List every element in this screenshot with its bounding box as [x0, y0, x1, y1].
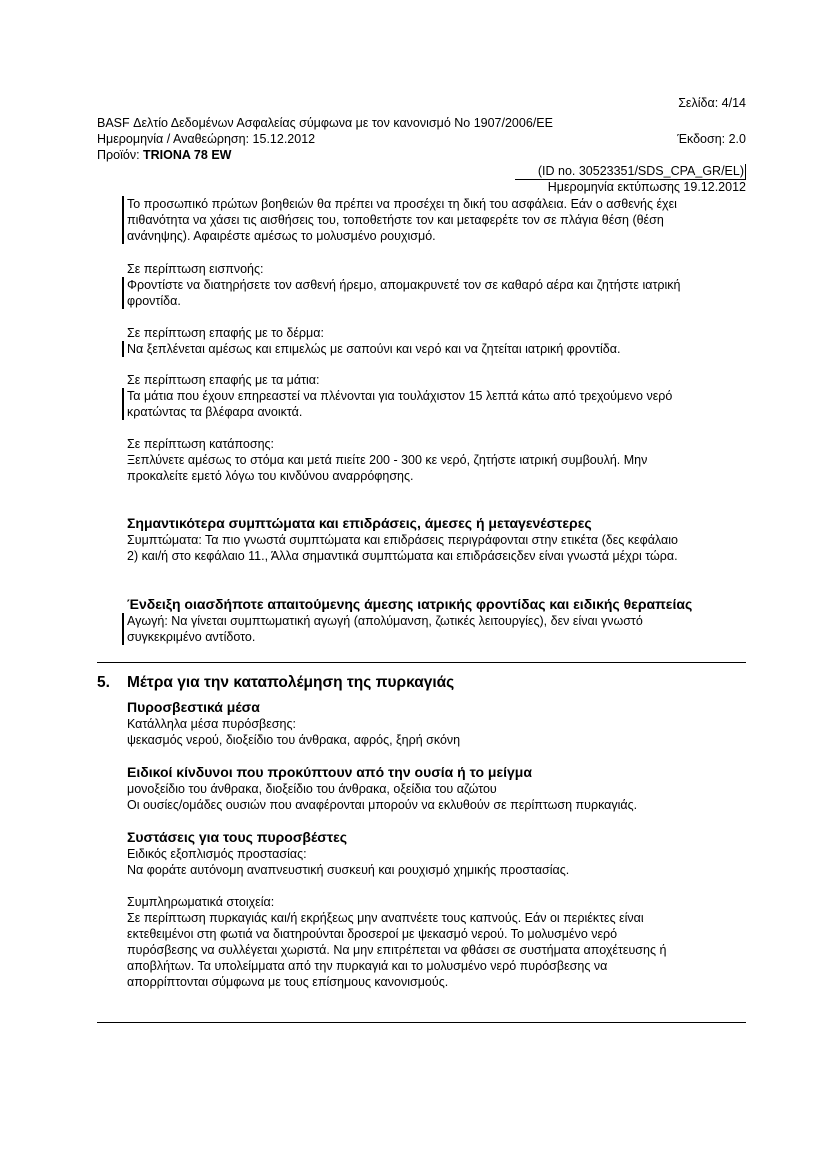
symptoms-heading: Σημαντικότερα συμπτώματα και επιδράσεις, άμεσες ή μεταγενέστερες	[127, 515, 592, 531]
medical-text: Αγωγή: Να γίνεται συμπτωματική αγωγή (απολύμανση, ζωτικές λειτουργίες), δεν είναι γνωστό	[127, 614, 643, 628]
change-bar	[122, 196, 124, 244]
document-title: BASF Δελτίο Δεδομένων Ασφαλείας σύμφωνα με τον κανονισμό Νο 1907/2006/ΕΕ	[97, 116, 553, 130]
medical-text: συγκεκριμένο αντίδοτο.	[127, 630, 256, 644]
id-box	[515, 164, 746, 180]
symptoms-text: 2) και/ή στο κεφάλαιο 11., Άλλα σημαντικά συμπτώματα και επιδράσειςδεν είναι γνωστά μέχρι τώρα.	[127, 549, 678, 563]
symptoms-text: Συμπτώματα: Τα πιο γνωστά συμπτώματα και επιδράσεις περιγράφονται στην ετικέτα (δες κεφάλαιο	[127, 533, 678, 547]
id-number: (ID no. 30523351/SDS_CPA_GR/EL)	[537, 164, 744, 178]
eyes-label: Σε περίπτωση επαφής με τα μάτια:	[127, 373, 320, 387]
page-number: Σελίδα: 4/14	[678, 96, 746, 110]
extra-text: εκτεθειμένοι στη φωτιά να διατηρούνται δροσεροί με ψεκασμό νερού. Το μολυσμένο νερό	[127, 927, 618, 941]
revision-date: Ημερομηνία / Αναθεώρηση: 15.12.2012	[97, 132, 316, 146]
product-name: TRIONA 78 EW	[143, 148, 232, 162]
product-line	[97, 148, 231, 162]
extra-text: πυρόσβεσης να συλλέγεται χωριστά. Να μην επιτρέπεται να φθάσει σε συστήματα αποχέτευσης ή	[127, 943, 667, 957]
section-divider	[97, 1022, 746, 1023]
skin-label: Σε περίπτωση επαφής με το δέρμα:	[127, 326, 324, 340]
change-bar	[122, 277, 124, 309]
print-date: Ημερομηνία εκτύπωσης 19.12.2012	[547, 180, 746, 194]
hazards-text: μονοξείδιο του άνθρακα, διοξείδιο του άνθρακα, οξείδια του αζώτου	[127, 782, 497, 796]
advice-text: Να φοράτε αυτόνομη αναπνευστική συσκευή και ρουχισμό χημικής προστασίας.	[127, 863, 570, 877]
skin-text: Να ξεπλένεται αμέσως και επιμελώς με σαπούνι και νερό και να ζητείται ιατρική φροντίδα.	[127, 342, 621, 356]
first-aid-intro-line: Το προσωπικό πρώτων βοηθειών θα πρέπει να προσέχει τη δική του ασφάλεια. Εάν ο ασθενής έχει	[127, 197, 677, 211]
first-aid-intro-line: ανάνηψης). Αφαιρέστε αμέσως το μολυσμένο ρουχισμό.	[127, 229, 436, 243]
eyes-text: κρατώντας τα βλέφαρα ανοικτά.	[127, 405, 303, 419]
section-divider	[97, 662, 746, 663]
media-heading: Πυροσβεστικά μέσα	[127, 699, 260, 715]
hazards-text: Οι ουσίες/ομάδες ουσιών που αναφέρονται μπορούν να εκλυθούν σε περίπτωση πυρκαγιάς.	[127, 798, 638, 812]
ingestion-text: προκαλείτε εμετό λόγω του κινδύνου αναρρόφησης.	[127, 469, 414, 483]
extra-label: Συμπληρωματικά στοιχεία:	[127, 895, 275, 909]
inhalation-text: φροντίδα.	[127, 294, 181, 308]
ingestion-text: Ξεπλύνετε αμέσως το στόμα και μετά πιείτε 200 - 300 κε νερό, ζητήστε ιατρική συμβουλή. Μην	[127, 453, 648, 467]
extra-text: Σε περίπτωση πυρκαγιάς και/ή εκρήξεως μην αναπνέετε τους καπνούς. Εάν οι περιέκτες είναι	[127, 911, 644, 925]
change-bar	[122, 613, 124, 645]
version: Έκδοση: 2.0	[677, 132, 746, 146]
media-label: Κατάλληλα μέσα πυρόσβεσης:	[127, 717, 296, 731]
ingestion-label: Σε περίπτωση κατάποσης:	[127, 437, 275, 451]
change-bar	[122, 341, 124, 357]
section-title: Μέτρα για την καταπολέμηση της πυρκαγιάς	[127, 674, 455, 691]
extra-text: απορρίπτονται σύμφωνα με τους επίσημους κανονισμούς.	[127, 975, 449, 989]
advice-heading: Συστάσεις για τους πυροσβέστες	[127, 829, 348, 845]
media-text: ψεκασμός νερού, διοξείδιο του άνθρακα, αφρός, ξηρή σκόνη	[127, 733, 461, 747]
extra-text: αποβλήτων. Τα υπολείμματα από την πυρκαγιά και το μολυσμένο νερό πυρόσβεσης να	[127, 959, 608, 973]
hazards-heading: Ειδικοί κίνδυνοι που προκύπτουν από την ουσία ή το μείγμα	[127, 764, 532, 780]
inhalation-text: Φροντίστε να διατηρήσετε τον ασθενή ήρεμο, απομακρυνετέ τον σε καθαρό αέρα και ζητήστε ιατρική	[127, 278, 681, 292]
product-label: Προϊόν:	[97, 148, 144, 162]
advice-label: Ειδικός εξοπλισμός προστασίας:	[127, 847, 307, 861]
first-aid-intro-line: πιθανότητα να χάσει τις αισθήσεις του, τοποθετήστε τον και μεταφερέτε τον σε πλάγια θέση (θέση	[127, 213, 664, 227]
change-bar	[122, 388, 124, 420]
medical-heading: Ένδειξη οιασδήποτε απαιτούμενης άμεσης ιατρικής φροντίδας και ειδικής θεραπείας	[127, 596, 693, 612]
section-number: 5.	[97, 674, 110, 691]
inhalation-label: Σε περίπτωση εισπνοής:	[127, 262, 264, 276]
eyes-text: Τα μάτια που έχουν επηρεαστεί να πλένονται για τουλάχιστον 15 λεπτά κάτω από τρεχούμενο νερό	[127, 389, 673, 403]
